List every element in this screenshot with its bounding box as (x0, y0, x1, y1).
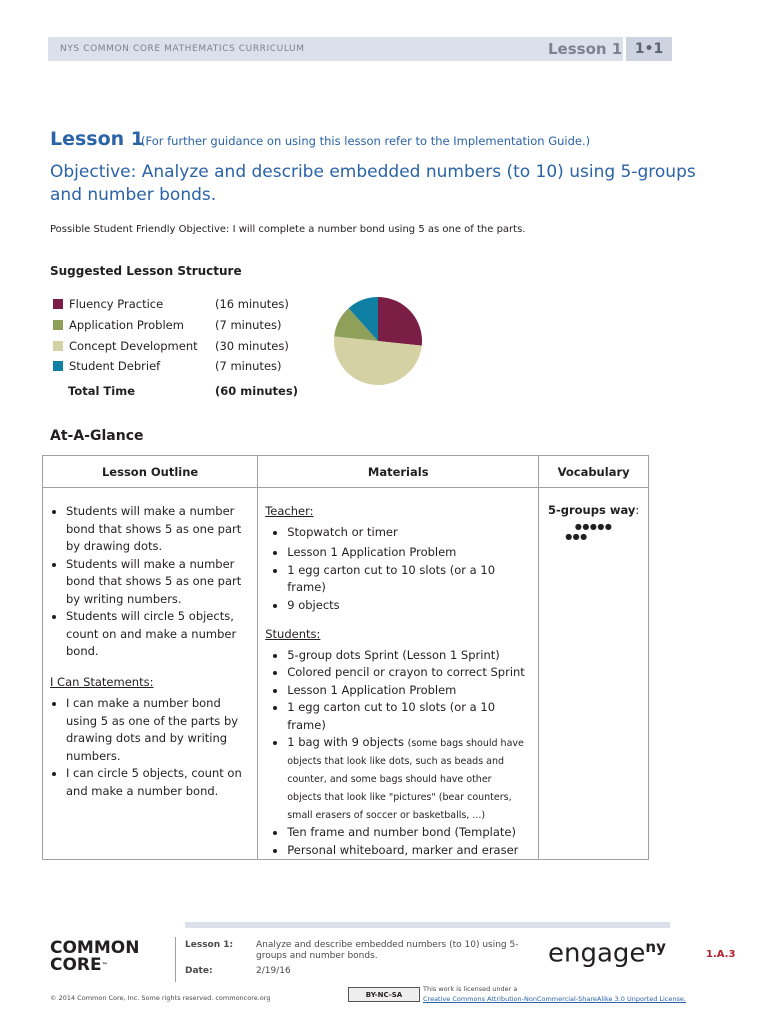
license-text: This work is licensed under a (423, 985, 518, 993)
outline-cell (43, 488, 258, 860)
outline-item: • Students will make a number bond that shows 5 as one part by writing numbers. (66, 556, 247, 609)
structure-time: (30 minutes) (215, 339, 289, 353)
vocab-cell (539, 488, 649, 860)
col-vocab-header: Vocabulary (539, 456, 649, 488)
student-item: • 1 egg carton cut to 10 slots (or a 10 frame) (287, 699, 528, 734)
module-badge: 1•1 (626, 37, 672, 61)
outline-item: • Students will make a number bond that shows 5 as one part by drawing dots. (66, 503, 247, 556)
structure-time: (7 minutes) (215, 318, 282, 332)
can-item: • I can make a number bond using 5 as one of the parts by drawing dots and by writing numbers. (66, 695, 247, 765)
materials-cell (258, 488, 539, 860)
student-item: • Personal whiteboard, marker and eraser (287, 842, 528, 860)
structure-label: Fluency Practice (69, 297, 164, 311)
teacher-item: • Lesson 1 Application Problem (287, 544, 528, 562)
cc-license-icon: BY-NC-SA (348, 987, 420, 1002)
total-label: Total Time (68, 384, 135, 398)
structure-time: (16 minutes) (215, 297, 289, 311)
structure-label: Application Problem (69, 318, 184, 332)
legend-swatch-debrief (53, 361, 63, 371)
teacher-heading: Teacher: (265, 504, 314, 518)
vocab-term: 5-groups way (547, 503, 636, 517)
guidance-note: (For further guidance on using this lesson refer to the Implementation Guide.) (141, 134, 591, 148)
legend-swatch-application (53, 320, 63, 330)
col-outline-header: Lesson Outline (43, 456, 258, 488)
structure-heading: Suggested Lesson Structure (50, 264, 242, 278)
footer-lesson-desc: Analyze and describe embedded numbers (to 10) using 5-groups and number bonds. (256, 940, 519, 961)
teacher-item: • 1 egg carton cut to 10 slots (or a 10 frame) (287, 562, 528, 597)
total-time: (60 minutes) (215, 384, 298, 398)
student-item-bag (287, 734, 528, 824)
lesson-title: Lesson 1 (50, 128, 145, 150)
pie-slice-fluency-practice (378, 297, 422, 346)
friendly-objective: Possible Student Friendly Objective: I will complete a number bond using 5 as one of the parts. (50, 224, 526, 235)
footer-lesson-label: Lesson 1: (185, 940, 234, 950)
bag-note: (some bags should have objects that look like dots, such as beads and counter, and some bags should have other objects that look like "pictures" (bear counters, small erasers of soccer or basketballs, ...) (287, 738, 524, 821)
can-heading: I Can Statements: (50, 674, 154, 689)
engage-sup: ny (645, 938, 666, 956)
col-materials-header: Materials (258, 456, 539, 488)
footer-date-label: Date: (185, 966, 213, 976)
dots-row-five: ●●●●● (574, 521, 613, 531)
header-lesson: Lesson 1 (548, 40, 623, 58)
can-item: • I can circle 5 objects, count on and make a number bond. (66, 765, 247, 800)
student-item: • 5-group dots Sprint (Lesson 1 Sprint) (287, 647, 528, 665)
footer-divider (175, 937, 176, 982)
curriculum-title: NYS COMMON CORE MATHEMATICS CURRICULUM (60, 44, 305, 54)
legend-swatch-concept (53, 341, 63, 351)
students-heading: Students: (265, 627, 321, 641)
structure-label: Concept Development (69, 339, 198, 353)
bag-main: 1 bag with 9 objects (287, 735, 404, 749)
at-a-glance-table (42, 455, 649, 860)
student-item: • Colored pencil or crayon to correct Sprint (287, 664, 528, 682)
dots-row-three: ●●● (565, 531, 588, 541)
logo-line-1: COMMON (50, 938, 140, 958)
logo-tm: ™ (101, 962, 108, 969)
copyright: © 2014 Common Core, Inc. Some rights reserved. commoncore.org (50, 994, 271, 1002)
student-item: • Lesson 1 Application Problem (287, 682, 528, 700)
engageny-logo (548, 938, 666, 969)
legend-swatch-fluency (53, 299, 63, 309)
outline-item: • Students will circle 5 objects, count on and make a number bond. (66, 608, 247, 661)
glance-heading: At-A-Glance (50, 428, 144, 444)
footer-date: 2/19/16 (256, 966, 291, 976)
structure-label: Student Debrief (69, 359, 161, 373)
teacher-item: • Stopwatch or timer (287, 524, 528, 542)
objective: Objective: Analyze and describe embedded numbers (to 10) using 5-groups and number bonds. (50, 162, 696, 205)
teacher-item: • 9 objects (287, 597, 528, 615)
page-number: 1.A.3 (706, 949, 736, 960)
engage-text: engage (548, 938, 646, 969)
lesson-pie-chart (333, 296, 423, 386)
vocab-colon: : (635, 503, 640, 517)
license-link[interactable]: Creative Commons Attribution-NonCommercial-ShareAlike 3.0 Unported License. (423, 995, 686, 1003)
logo-line-2: CORE (50, 955, 102, 975)
student-item: • Ten frame and number bond (Template) (287, 824, 528, 842)
structure-time: (7 minutes) (215, 359, 282, 373)
common-core-logo (50, 940, 139, 974)
footer-bar (185, 922, 670, 928)
